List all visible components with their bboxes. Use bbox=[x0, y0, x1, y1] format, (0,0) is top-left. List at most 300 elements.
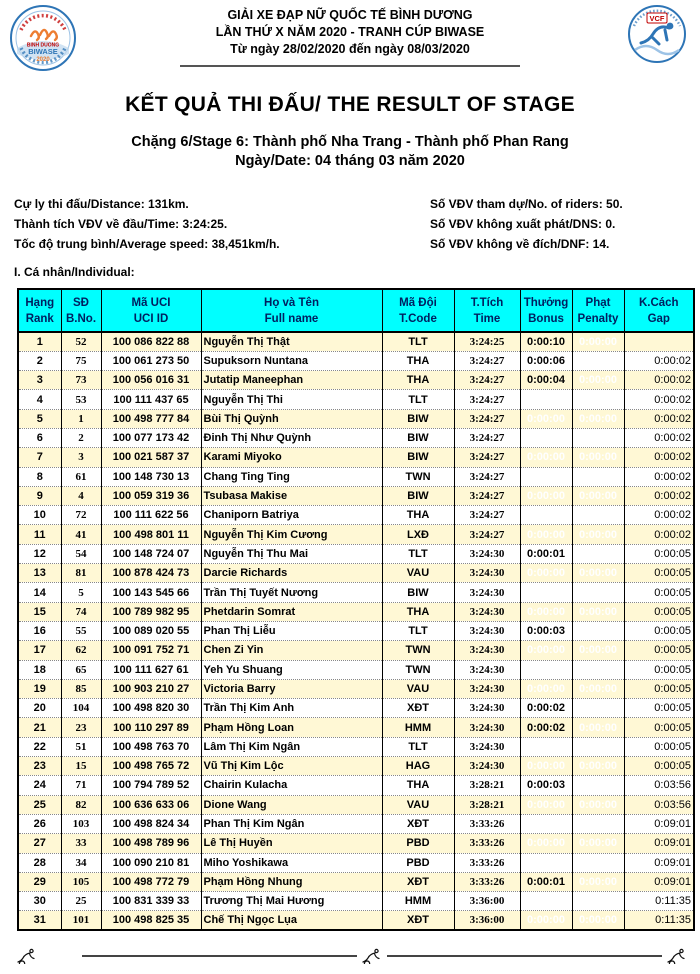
cell-uci: 100 498 820 30 bbox=[101, 699, 201, 718]
svg-text:2020: 2020 bbox=[36, 57, 50, 63]
cell-penalty: 0:00:00 bbox=[572, 872, 624, 891]
cell-gap: 0:00:05 bbox=[624, 641, 694, 660]
cell-name: Lâm Thị Kim Ngân bbox=[201, 737, 382, 756]
cell-uci: 100 498 801 11 bbox=[101, 525, 201, 544]
cell-bno: 61 bbox=[61, 467, 101, 486]
cell-gap: 0:00:05 bbox=[624, 583, 694, 602]
cell-time: 3:28:21 bbox=[454, 776, 520, 795]
cell-penalty: 0:00:00 bbox=[572, 834, 624, 853]
cell-uci: 100 110 297 89 bbox=[101, 718, 201, 737]
cell-bonus: 0:00:00 bbox=[520, 795, 572, 814]
vcf-logo-icon bbox=[625, 4, 689, 68]
cell-name: Jutatip Maneephan bbox=[201, 371, 382, 390]
cell-team: THA bbox=[382, 371, 454, 390]
cell-team: TLT bbox=[382, 737, 454, 756]
cell-time: 3:24:27 bbox=[454, 409, 520, 428]
cell-name: Phạm Hồng Nhung bbox=[201, 872, 382, 891]
cell-gap: 0:00:05 bbox=[624, 602, 694, 621]
cell-gap: 0:00:05 bbox=[624, 564, 694, 583]
cell-penalty: 0:00:00 bbox=[572, 371, 624, 390]
cell-bonus: 0:00:01 bbox=[520, 544, 572, 563]
cell-bonus: 0:00:00 bbox=[520, 486, 572, 505]
cell-uci: 100 148 724 07 bbox=[101, 544, 201, 563]
cell-gap: 0:00:05 bbox=[624, 757, 694, 776]
cell-name: Trần Thị Tuyết Nương bbox=[201, 583, 382, 602]
col-header-uci: Mã UCI UCI ID bbox=[101, 289, 201, 332]
cell-penalty: 0:00:00 bbox=[572, 525, 624, 544]
cell-team: XĐT bbox=[382, 814, 454, 833]
table-row bbox=[18, 390, 694, 409]
cell-team: HAG bbox=[382, 757, 454, 776]
cell-time: 3:36:00 bbox=[454, 911, 520, 930]
cell-bno: 105 bbox=[61, 872, 101, 891]
cell-penalty bbox=[572, 621, 624, 640]
table-row bbox=[18, 409, 694, 428]
cell-bno: 41 bbox=[61, 525, 101, 544]
cell-penalty: 0:00:00 bbox=[572, 409, 624, 428]
table-row bbox=[18, 351, 694, 370]
cell-bonus: 0:00:00 bbox=[520, 834, 572, 853]
cell-team: VAU bbox=[382, 795, 454, 814]
table-row bbox=[18, 371, 694, 390]
page-header bbox=[0, 0, 700, 72]
cell-uci: 100 498 777 84 bbox=[101, 409, 201, 428]
cell-rank: 24 bbox=[18, 776, 61, 795]
cell-time: 3:24:30 bbox=[454, 641, 520, 660]
cell-gap: 0:00:05 bbox=[624, 679, 694, 698]
cell-team: BIW bbox=[382, 448, 454, 467]
table-row bbox=[18, 872, 694, 891]
cell-penalty bbox=[572, 583, 624, 602]
cell-name: Chế Thị Ngọc Lụa bbox=[201, 911, 382, 930]
cell-gap: 0:00:05 bbox=[624, 621, 694, 640]
cell-name: Victoria Barry bbox=[201, 679, 382, 698]
cell-bno: 1 bbox=[61, 409, 101, 428]
cell-gap: 0:00:02 bbox=[624, 428, 694, 447]
cell-time: 3:24:30 bbox=[454, 660, 520, 679]
cell-bno: 62 bbox=[61, 641, 101, 660]
cell-name: Chang Ting Ting bbox=[201, 467, 382, 486]
table-row bbox=[18, 795, 694, 814]
cell-gap: 0:00:05 bbox=[624, 737, 694, 756]
cell-gap: 0:11:35 bbox=[624, 892, 694, 911]
cell-rank: 20 bbox=[18, 699, 61, 718]
table-row bbox=[18, 428, 694, 447]
table-row bbox=[18, 718, 694, 737]
results-header-row bbox=[18, 289, 694, 332]
cell-bonus: 0:00:02 bbox=[520, 699, 572, 718]
cell-uci: 100 089 020 55 bbox=[101, 621, 201, 640]
col-header-rank: Hạng Rank bbox=[18, 289, 61, 332]
cell-time: 3:24:30 bbox=[454, 564, 520, 583]
cell-bno: 4 bbox=[61, 486, 101, 505]
cell-rank: 23 bbox=[18, 757, 61, 776]
cell-bonus: 0:00:00 bbox=[520, 448, 572, 467]
cell-penalty bbox=[572, 814, 624, 833]
cell-team: VAU bbox=[382, 564, 454, 583]
table-row bbox=[18, 602, 694, 621]
cell-bonus bbox=[520, 390, 572, 409]
cell-penalty: 0:00:00 bbox=[572, 718, 624, 737]
table-row bbox=[18, 699, 694, 718]
vcf-logo bbox=[622, 4, 692, 68]
cell-rank: 9 bbox=[18, 486, 61, 505]
cell-name: Phạm Hồng Loan bbox=[201, 718, 382, 737]
cell-time: 3:24:30 bbox=[454, 621, 520, 640]
cell-bno: 65 bbox=[61, 660, 101, 679]
cell-time: 3:33:26 bbox=[454, 814, 520, 833]
info-winning-time: Thành tích VĐV về đầu/Time: 3:24:25. bbox=[14, 217, 228, 231]
cell-name: Phetdarin Somrat bbox=[201, 602, 382, 621]
col-header-time: T.Tích Time bbox=[454, 289, 520, 332]
cell-time: 3:36:00 bbox=[454, 892, 520, 911]
cell-time: 3:24:27 bbox=[454, 448, 520, 467]
cell-bno: 104 bbox=[61, 699, 101, 718]
cell-rank: 31 bbox=[18, 911, 61, 930]
cell-uci: 100 059 319 36 bbox=[101, 486, 201, 505]
cell-uci: 100 831 339 33 bbox=[101, 892, 201, 911]
cell-team: BIW bbox=[382, 428, 454, 447]
cell-rank: 25 bbox=[18, 795, 61, 814]
cell-team: TLT bbox=[382, 544, 454, 563]
info-dns: Số VĐV không xuất phát/DNS: 0. bbox=[430, 217, 616, 231]
cell-gap: 0:00:05 bbox=[624, 699, 694, 718]
cell-rank: 22 bbox=[18, 737, 61, 756]
cell-penalty: 0:00:00 bbox=[572, 679, 624, 698]
cell-bonus: 0:00:00 bbox=[520, 602, 572, 621]
cell-rank: 14 bbox=[18, 583, 61, 602]
cyclist-icon bbox=[16, 948, 38, 964]
cell-name: Chaniporn Batriya bbox=[201, 506, 382, 525]
table-row bbox=[18, 467, 694, 486]
cell-gap: 0:09:01 bbox=[624, 853, 694, 872]
cell-team: TLT bbox=[382, 332, 454, 351]
cell-penalty: 0:00:00 bbox=[572, 602, 624, 621]
cell-penalty bbox=[572, 390, 624, 409]
cell-bno: 101 bbox=[61, 911, 101, 930]
cell-bno: 52 bbox=[61, 332, 101, 351]
cell-rank: 28 bbox=[18, 853, 61, 872]
cell-name: Nguyễn Thị Kim Cương bbox=[201, 525, 382, 544]
cell-bonus: 0:00:00 bbox=[520, 641, 572, 660]
cell-bno: 72 bbox=[61, 506, 101, 525]
cell-uci: 100 498 763 70 bbox=[101, 737, 201, 756]
cell-team: XĐT bbox=[382, 911, 454, 930]
info-riders: Số VĐV tham dự/No. of riders: 50. bbox=[430, 197, 623, 211]
table-row bbox=[18, 757, 694, 776]
cell-uci: 100 111 437 65 bbox=[101, 390, 201, 409]
table-row bbox=[18, 544, 694, 563]
table-row bbox=[18, 776, 694, 795]
cell-time: 3:24:30 bbox=[454, 699, 520, 718]
footer-line-right bbox=[387, 955, 662, 957]
cell-bonus bbox=[520, 506, 572, 525]
cell-rank: 4 bbox=[18, 390, 61, 409]
cell-uci: 100 789 982 95 bbox=[101, 602, 201, 621]
cell-gap: 0:00:02 bbox=[624, 371, 694, 390]
cell-bonus: 0:00:00 bbox=[520, 525, 572, 544]
cell-name: Phan Thị Kim Ngân bbox=[201, 814, 382, 833]
cell-name: Karami Miyoko bbox=[201, 448, 382, 467]
cell-penalty: 0:00:00 bbox=[572, 332, 624, 351]
cell-uci: 100 077 173 42 bbox=[101, 428, 201, 447]
cell-uci: 100 903 210 27 bbox=[101, 679, 201, 698]
table-row bbox=[18, 486, 694, 505]
cell-team: HMM bbox=[382, 718, 454, 737]
cell-bno: 33 bbox=[61, 834, 101, 853]
col-header-gap: K.Cách Gap bbox=[624, 289, 694, 332]
cell-rank: 27 bbox=[18, 834, 61, 853]
cell-time: 3:24:30 bbox=[454, 737, 520, 756]
cell-uci: 100 061 273 50 bbox=[101, 351, 201, 370]
cell-bno: 55 bbox=[61, 621, 101, 640]
cyclist-icon bbox=[666, 948, 688, 964]
cell-bonus: 0:00:00 bbox=[520, 911, 572, 930]
cell-team: XĐT bbox=[382, 699, 454, 718]
info-dnf: Số VĐV không về đích/DNF: 14. bbox=[430, 237, 610, 251]
cell-bonus bbox=[520, 737, 572, 756]
cell-bonus bbox=[520, 853, 572, 872]
cell-bonus: 0:00:03 bbox=[520, 776, 572, 795]
cell-time: 3:24:27 bbox=[454, 371, 520, 390]
cell-rank: 15 bbox=[18, 602, 61, 621]
cell-name: Chen Zi Yin bbox=[201, 641, 382, 660]
cell-time: 3:24:25 bbox=[454, 332, 520, 351]
cell-name: Darcie Richards bbox=[201, 564, 382, 583]
cell-name: Yeh Yu Shuang bbox=[201, 660, 382, 679]
info-average-speed: Tốc độ trung bình/Average speed: 38,451km/h. bbox=[14, 237, 280, 251]
cell-time: 3:28:21 bbox=[454, 795, 520, 814]
col-header-penalty: Phạt Penalty bbox=[572, 289, 624, 332]
table-row bbox=[18, 660, 694, 679]
cell-time: 3:24:30 bbox=[454, 602, 520, 621]
cell-name: Dione Wang bbox=[201, 795, 382, 814]
cell-bonus bbox=[520, 467, 572, 486]
cell-time: 3:24:27 bbox=[454, 506, 520, 525]
table-row bbox=[18, 641, 694, 660]
cell-uci: 100 148 730 13 bbox=[101, 467, 201, 486]
cell-bonus: 0:00:00 bbox=[520, 679, 572, 698]
cell-gap: 0:09:01 bbox=[624, 834, 694, 853]
cell-time: 3:24:27 bbox=[454, 467, 520, 486]
cell-penalty bbox=[572, 699, 624, 718]
table-row bbox=[18, 448, 694, 467]
cell-rank: 18 bbox=[18, 660, 61, 679]
cell-bonus: 0:00:00 bbox=[520, 409, 572, 428]
tournament-header bbox=[78, 4, 622, 67]
cell-penalty bbox=[572, 892, 624, 911]
cell-uci: 100 143 545 66 bbox=[101, 583, 201, 602]
cell-bno: 53 bbox=[61, 390, 101, 409]
cell-bonus: 0:00:02 bbox=[520, 718, 572, 737]
section-individual-label: I. Cá nhân/Individual: bbox=[14, 265, 135, 279]
cell-bonus bbox=[520, 428, 572, 447]
table-row bbox=[18, 583, 694, 602]
page-footer bbox=[16, 948, 688, 964]
cell-name: Miho Yoshikawa bbox=[201, 853, 382, 872]
cell-team: PBD bbox=[382, 853, 454, 872]
cell-bno: 51 bbox=[61, 737, 101, 756]
cell-rank: 30 bbox=[18, 892, 61, 911]
biwase-logo-icon bbox=[9, 4, 77, 72]
cell-rank: 11 bbox=[18, 525, 61, 544]
cell-uci: 100 086 822 88 bbox=[101, 332, 201, 351]
cell-time: 3:24:27 bbox=[454, 351, 520, 370]
cell-gap: 0:09:01 bbox=[624, 872, 694, 891]
table-row bbox=[18, 525, 694, 544]
cell-team: TWN bbox=[382, 660, 454, 679]
results-table-body bbox=[18, 332, 694, 930]
cell-bno: 73 bbox=[61, 371, 101, 390]
race-info bbox=[0, 194, 700, 254]
cell-bno: 34 bbox=[61, 853, 101, 872]
cell-bonus bbox=[520, 892, 572, 911]
cell-penalty: 0:00:00 bbox=[572, 486, 624, 505]
cell-team: TWN bbox=[382, 641, 454, 660]
cell-team: TLT bbox=[382, 621, 454, 640]
col-header-bno: SĐ B.No. bbox=[61, 289, 101, 332]
cell-team: TLT bbox=[382, 390, 454, 409]
table-row bbox=[18, 834, 694, 853]
cell-name: Vũ Thị Kim Lộc bbox=[201, 757, 382, 776]
cell-bno: 23 bbox=[61, 718, 101, 737]
cell-bno: 103 bbox=[61, 814, 101, 833]
cell-rank: 13 bbox=[18, 564, 61, 583]
cell-uci: 100 878 424 73 bbox=[101, 564, 201, 583]
cell-time: 3:24:27 bbox=[454, 525, 520, 544]
cell-penalty: 0:00:00 bbox=[572, 564, 624, 583]
cell-rank: 12 bbox=[18, 544, 61, 563]
cell-bno: 25 bbox=[61, 892, 101, 911]
cell-gap: 0:00:02 bbox=[624, 467, 694, 486]
cell-rank: 26 bbox=[18, 814, 61, 833]
cell-gap: 0:00:02 bbox=[624, 448, 694, 467]
cell-time: 3:24:30 bbox=[454, 718, 520, 737]
svg-text:BIWASE: BIWASE bbox=[28, 47, 58, 56]
cell-bno: 75 bbox=[61, 351, 101, 370]
cell-name: Trần Thị Kim Anh bbox=[201, 699, 382, 718]
cell-gap: 0:11:35 bbox=[624, 911, 694, 930]
table-row bbox=[18, 911, 694, 930]
cell-penalty: 0:00:00 bbox=[572, 795, 624, 814]
cell-team: PBD bbox=[382, 834, 454, 853]
cell-time: 3:33:26 bbox=[454, 872, 520, 891]
cell-bonus bbox=[520, 814, 572, 833]
race-info-left bbox=[14, 194, 430, 254]
table-row bbox=[18, 332, 694, 351]
cell-team: VAU bbox=[382, 679, 454, 698]
cell-gap: 0:00:05 bbox=[624, 660, 694, 679]
cell-penalty bbox=[572, 776, 624, 795]
cell-name: Trương Thị Mai Hương bbox=[201, 892, 382, 911]
cell-uci: 100 111 627 61 bbox=[101, 660, 201, 679]
cell-penalty: 0:00:00 bbox=[572, 911, 624, 930]
cell-uci: 100 498 825 35 bbox=[101, 911, 201, 930]
cell-time: 3:24:27 bbox=[454, 428, 520, 447]
col-header-name: Họ và Tên Full name bbox=[201, 289, 382, 332]
cell-penalty: 0:00:00 bbox=[572, 448, 624, 467]
cell-time: 3:33:26 bbox=[454, 834, 520, 853]
cell-rank: 16 bbox=[18, 621, 61, 640]
table-row bbox=[18, 621, 694, 640]
cyclist-icon bbox=[361, 948, 383, 964]
table-row bbox=[18, 814, 694, 833]
cell-uci: 100 636 633 06 bbox=[101, 795, 201, 814]
cell-bonus: 0:00:04 bbox=[520, 371, 572, 390]
cell-gap: 0:00:05 bbox=[624, 718, 694, 737]
cell-time: 3:24:27 bbox=[454, 486, 520, 505]
cell-bonus: 0:00:10 bbox=[520, 332, 572, 351]
cell-time: 3:33:26 bbox=[454, 853, 520, 872]
cell-penalty bbox=[572, 853, 624, 872]
cell-bonus: 0:00:06 bbox=[520, 351, 572, 370]
cell-rank: 19 bbox=[18, 679, 61, 698]
cell-gap: 0:00:02 bbox=[624, 390, 694, 409]
cell-time: 3:24:30 bbox=[454, 583, 520, 602]
table-row bbox=[18, 679, 694, 698]
col-header-bonus: Thưởng Bonus bbox=[520, 289, 572, 332]
svg-text:BINH DUONG: BINH DUONG bbox=[26, 42, 60, 49]
cell-bno: 54 bbox=[61, 544, 101, 563]
tournament-dates: Từ ngày 28/02/2020 đến ngày 08/03/2020 bbox=[230, 42, 470, 56]
cell-team: XĐT bbox=[382, 872, 454, 891]
cell-bonus: 0:00:03 bbox=[520, 621, 572, 640]
cell-bonus: 0:00:00 bbox=[520, 757, 572, 776]
cell-gap: 0:00:02 bbox=[624, 351, 694, 370]
cell-penalty bbox=[572, 506, 624, 525]
cell-penalty bbox=[572, 737, 624, 756]
cell-bno: 82 bbox=[61, 795, 101, 814]
table-row bbox=[18, 737, 694, 756]
biwase-logo bbox=[8, 4, 78, 72]
cell-rank: 8 bbox=[18, 467, 61, 486]
table-row bbox=[18, 506, 694, 525]
cell-bonus: 0:00:01 bbox=[520, 872, 572, 891]
cell-name: Đinh Thị Như Quỳnh bbox=[201, 428, 382, 447]
cell-name: Supuksorn Nuntana bbox=[201, 351, 382, 370]
cell-bonus bbox=[520, 660, 572, 679]
cell-rank: 10 bbox=[18, 506, 61, 525]
tournament-edition: LẦN THỨ X NĂM 2020 - TRANH CÚP BIWASE bbox=[215, 25, 485, 39]
cell-uci: 100 498 765 72 bbox=[101, 757, 201, 776]
cell-uci: 100 498 772 79 bbox=[101, 872, 201, 891]
cell-rank: 3 bbox=[18, 371, 61, 390]
header-divider bbox=[180, 65, 520, 67]
cell-gap: 0:03:56 bbox=[624, 795, 694, 814]
cell-gap: 0:00:02 bbox=[624, 409, 694, 428]
cell-rank: 17 bbox=[18, 641, 61, 660]
cell-name: Nguyễn Thị Thi bbox=[201, 390, 382, 409]
cell-rank: 1 bbox=[18, 332, 61, 351]
cell-name: Nguyễn Thị Thật bbox=[201, 332, 382, 351]
cell-uci: 100 056 016 31 bbox=[101, 371, 201, 390]
cell-team: THA bbox=[382, 506, 454, 525]
cell-penalty bbox=[572, 467, 624, 486]
cell-bno: 74 bbox=[61, 602, 101, 621]
cell-uci: 100 090 210 81 bbox=[101, 853, 201, 872]
cell-rank: 21 bbox=[18, 718, 61, 737]
cell-uci: 100 498 824 34 bbox=[101, 814, 201, 833]
stage-title: Chặng 6/Stage 6: Thành phố Nha Trang - Thành phố Phan Rang bbox=[131, 134, 569, 150]
cell-bonus bbox=[520, 583, 572, 602]
cell-bno: 5 bbox=[61, 583, 101, 602]
cell-rank: 5 bbox=[18, 409, 61, 428]
info-distance: Cự ly thi đấu/Distance: 131km. bbox=[14, 197, 189, 211]
cell-uci: 100 091 752 71 bbox=[101, 641, 201, 660]
cell-team: BIW bbox=[382, 409, 454, 428]
cell-gap: 0:00:05 bbox=[624, 544, 694, 563]
cell-penalty bbox=[572, 351, 624, 370]
